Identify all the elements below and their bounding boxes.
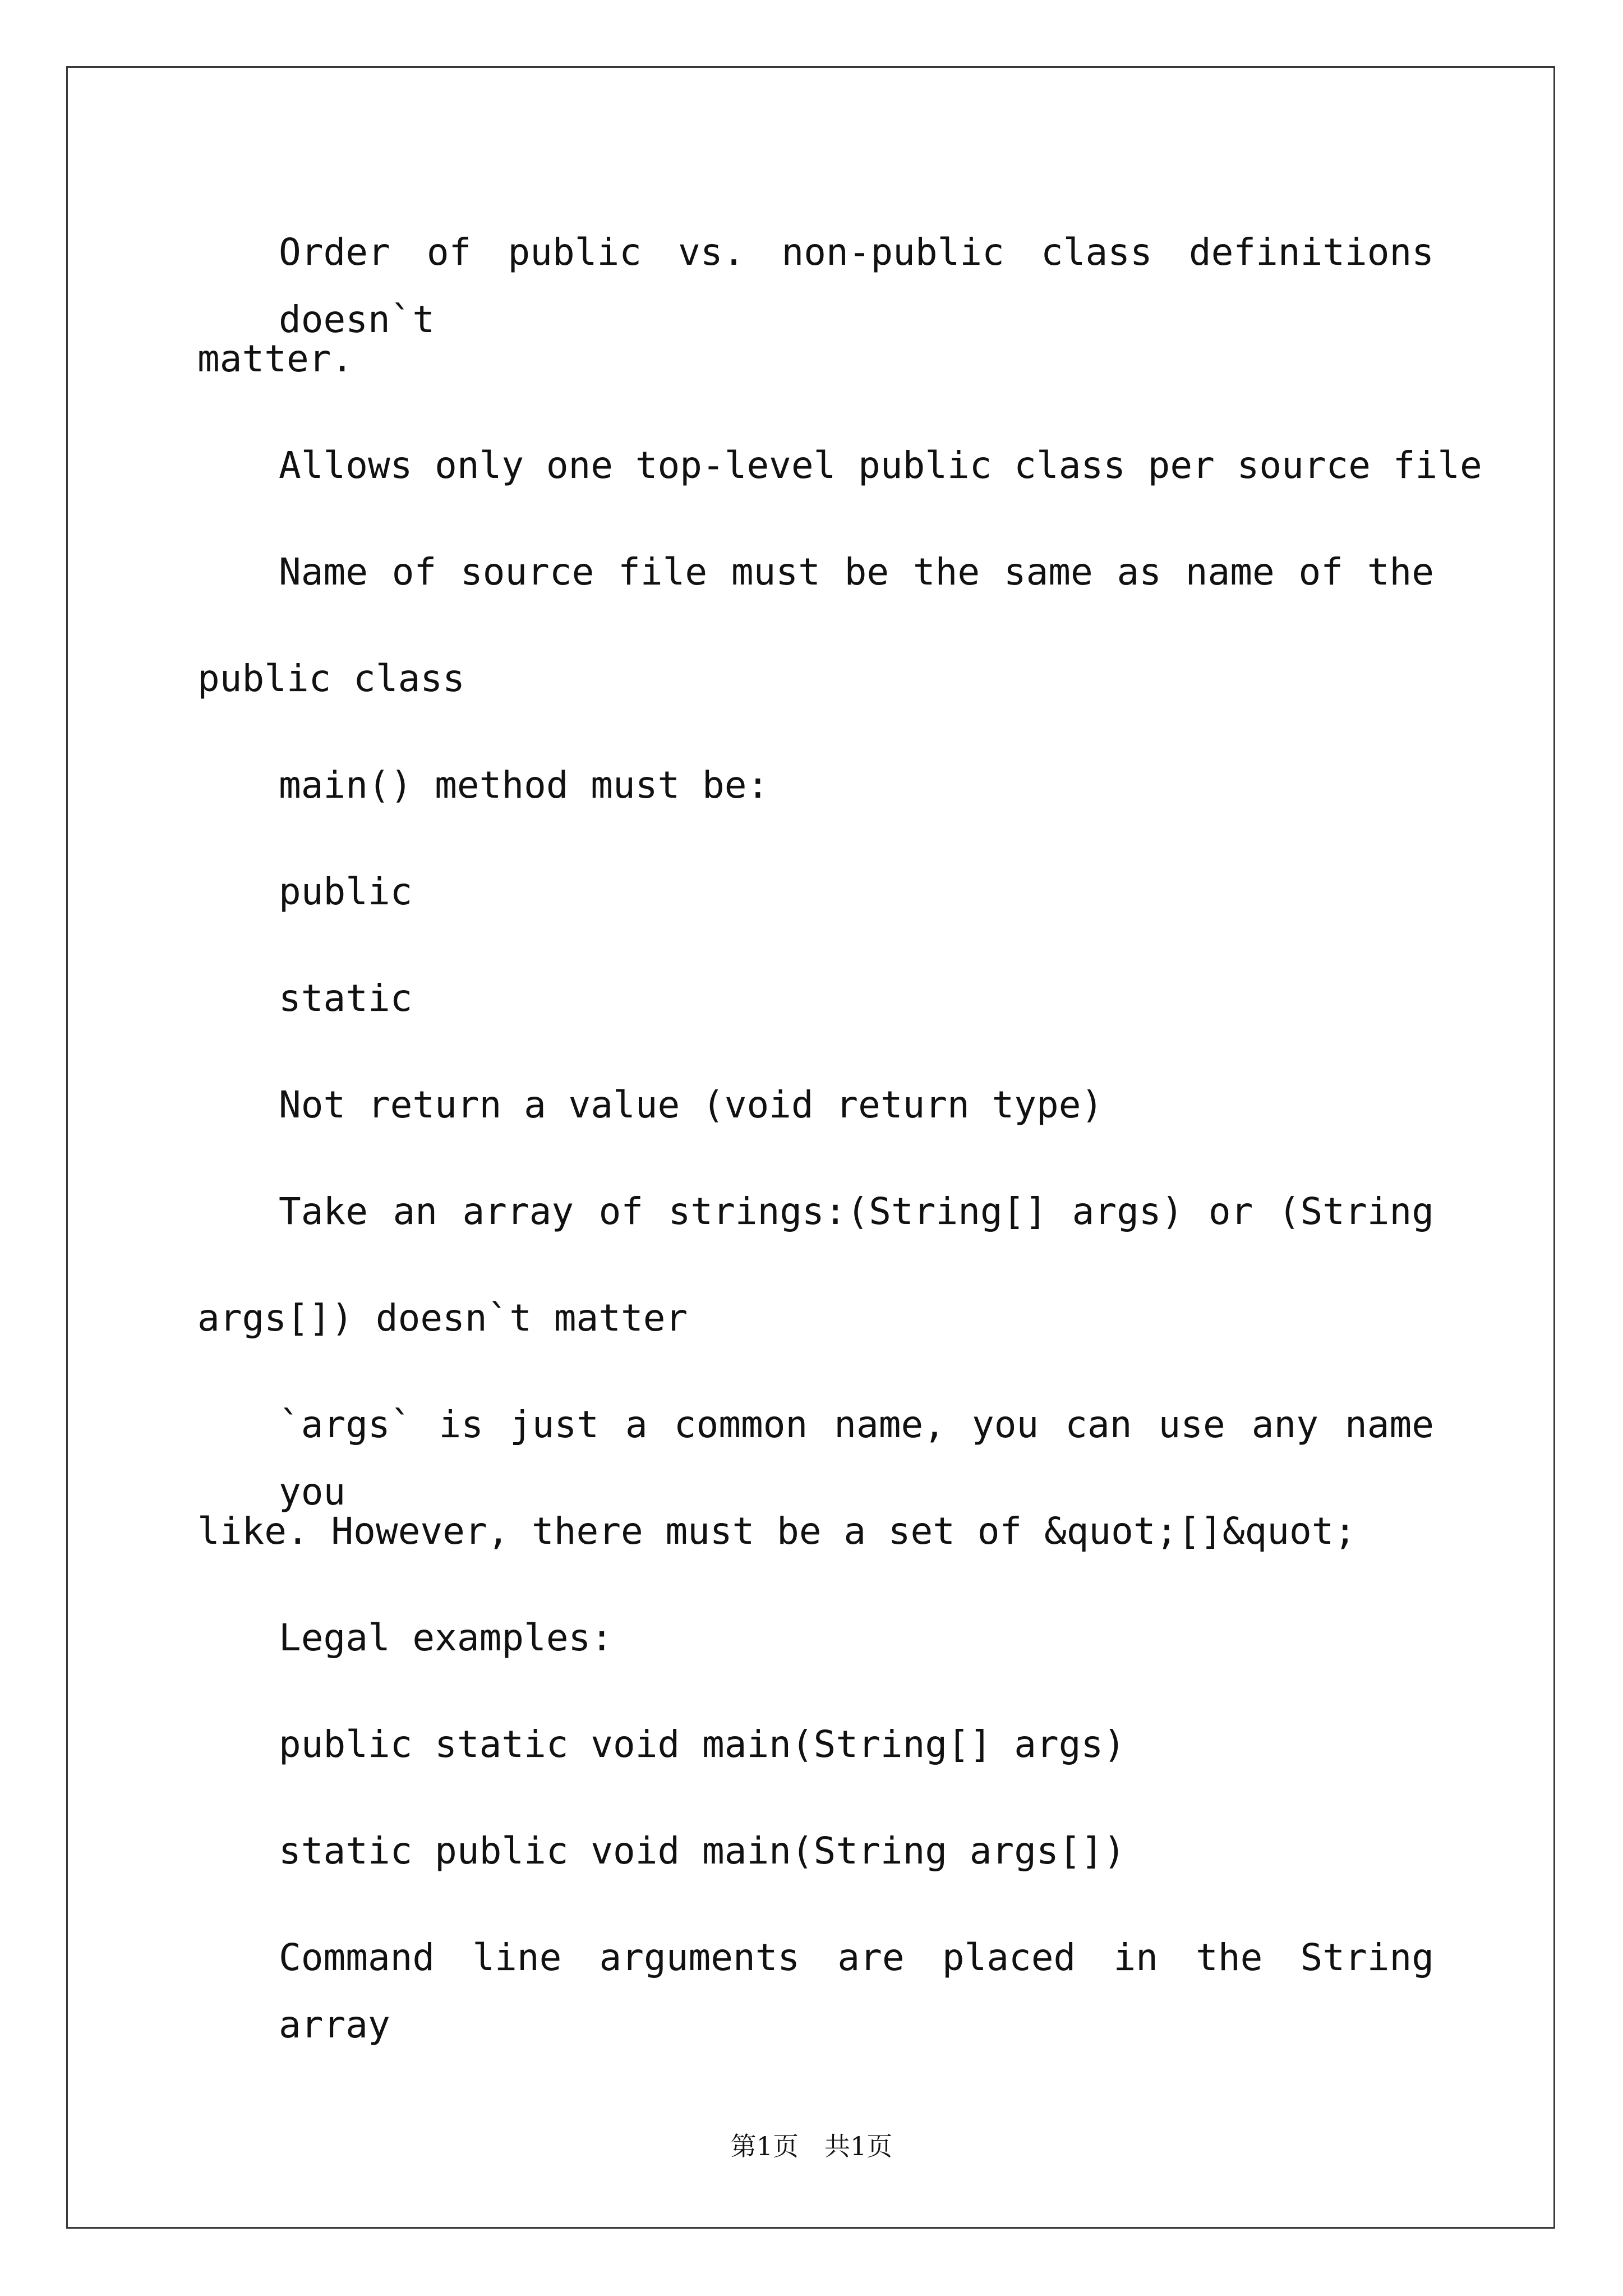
- paragraph-line: public class: [197, 657, 465, 700]
- paragraph-line: static public void main(String args[]): [279, 1829, 1126, 1872]
- paragraph-line: main() method must be:: [279, 763, 769, 807]
- paragraph-line: public: [279, 870, 413, 913]
- paragraph-line: static: [279, 977, 413, 1020]
- paragraph-line: Take an array of strings:(String[] args) or (String: [279, 1190, 1434, 1233]
- paragraph-line: Name of source file must be the same as name of the: [279, 550, 1434, 593]
- paragraph-line: Not return a value (void return type): [279, 1083, 1104, 1126]
- page-number-footer: 第1页 共1页: [730, 2131, 893, 2161]
- paragraph-line: args[]) doesn`t matter: [197, 1296, 688, 1340]
- paragraph-line: `args` is just a common name, you can use any name you: [279, 1403, 1434, 1513]
- paragraph-line: Allows only one top-level public class per source file: [279, 444, 1482, 487]
- paragraph-line: Command line arguments are placed in the String array: [279, 1936, 1434, 2046]
- paragraph-line: public static void main(String[] args): [279, 1723, 1126, 1766]
- paragraph-line: like. However, there must be a set of &quot;[]&quot;: [197, 1510, 1357, 1553]
- paragraph-line: matter.: [197, 337, 354, 380]
- paragraph-line: Legal examples:: [279, 1616, 614, 1659]
- paragraph-line: Order of public vs. non-public class definitions doesn`t: [279, 231, 1434, 341]
